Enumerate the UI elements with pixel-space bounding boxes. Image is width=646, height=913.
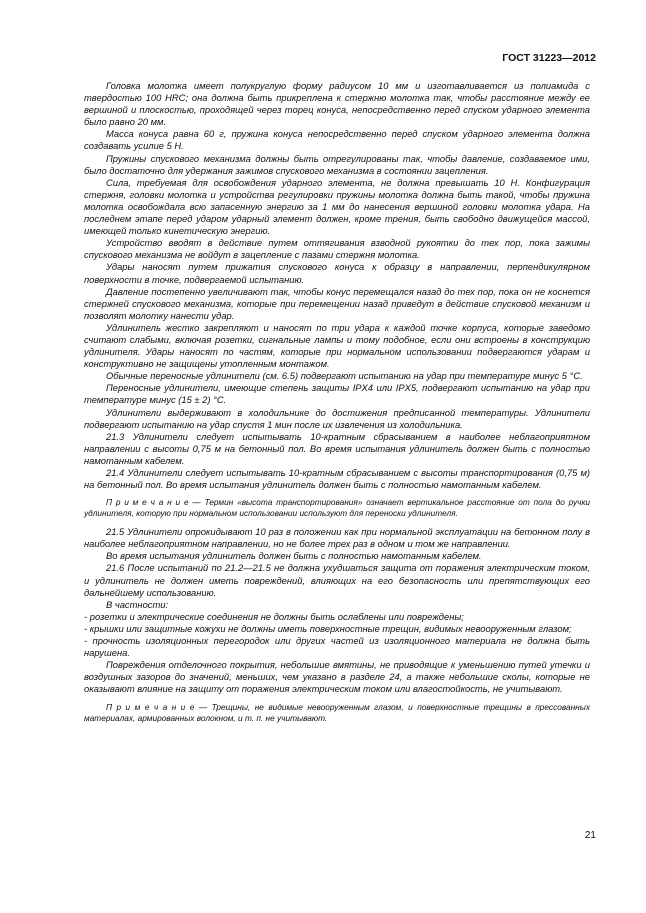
paragraph: 21.3 Удлинители следует испытывать 10-кратным сбрасыванием в наиболее неблагоприятном направлении с высоты 0,75 м на бетонный пол. Во время испытания удлинитель должен быть с полностью намотанным кабелем. bbox=[84, 430, 590, 466]
paragraph: Удлинители выдерживают в холодильнике до достижения предписанной температуры. Удлинители подвергают испытанию на удар спустя 1 мин после их извлечения из холодильника. bbox=[84, 406, 590, 430]
page-body bbox=[84, 80, 590, 731]
paragraph: Обычные переносные удлинители (см. 6.5) подвергают испытанию на удар при температуре минус 5 °С. bbox=[106, 370, 583, 382]
paragraph: В частности: bbox=[106, 598, 169, 610]
paragraph: Удары наносят путем прижатия спускового конуса к образцу в направлении, перпендикулярном поверхности в точке, подвергаемой испытанию. bbox=[84, 261, 590, 285]
page-number: 21 bbox=[584, 830, 596, 841]
paragraph: Во время испытания удлинитель должен быть с полностью намотанным кабелем. bbox=[106, 550, 482, 562]
note-label: П р и м е ч а н и е bbox=[106, 701, 195, 712]
paragraph: Удлинитель жестко закрепляют и наносят по три удара к каждой точке корпуса, которые заведомо считают слабыми, включая розетки, сигнальные лампы и тому подобное, если они встроены в конструкцию удлинителя. Удары наносят по частям, которые при нормальном использовании подвергаются ударам и конструктивно не защищены утопленным монтажом. bbox=[84, 321, 590, 370]
paragraph: Переносные удлинители, имеющие степень защиты IPX4 или IPX5, подвергают испытанию на удар при температуре минус (15 ± 2) °С. bbox=[84, 382, 590, 406]
paragraph: Головка молотка имеет полукруглую форму радиусом 10 мм и изготавливается из полиамида с твердостью 100 HRC; она должна быть прикреплена к стержню молотка так, чтобы расстояние между ее вершиной и плоскостью, проходящей через торец конуса, непосредственно перед спуском ударного элемента было равно 20 мм. bbox=[84, 80, 590, 128]
paragraph: Устройство вводят в действие путем оттягивания взводной рукоятки до тех пор, пока зажимы спускового механизма не войдут в зацепление с пазами стержня молотка. bbox=[84, 237, 590, 261]
list-item: - розетки и электрические соединения не должны быть ослаблены или повреждены; bbox=[84, 610, 464, 622]
note bbox=[84, 702, 590, 724]
note-text: — Термин «высота транспортирования» означает вертикальное расстояние от пола до ручки удлинителя, которую при нормальном использовании используют для переноски удлинителя. bbox=[84, 497, 590, 519]
list-item: - прочность изоляционных перегородок или других частей из изоляционного материала не должна быть нарушена. bbox=[84, 635, 590, 659]
note-label: П р и м е ч а н и е bbox=[106, 497, 189, 508]
paragraph: 21.5 Удлинители опрокидывают 10 раз в положении как при нормальной эксплуатации на бетонном полу в наиболее неблагоприятном направлении, но не более трех раз в одном и том же направлении. bbox=[84, 526, 590, 550]
paragraph: Пружины спускового механизма должны быть отрегулированы так, чтобы давление, создаваемое ими, было достаточно для удержания зажимов спускового механизма в состоянии зацепления. bbox=[84, 152, 590, 176]
paragraph: Сила, требуемая для освобождения ударного элемента, не должна превышать 10 Н. Конфигурация стержня, головки молотка и устройства регулировки пружины молотка должна быть такой, чтобы пружина молотка освобождала всю запасенную энергию за 1 мм до нанесения вершиной головки молотка удара. На последнем этапе перед ударом ударный элемент должен, кроме трения, быть свободно движущейся массой, имеющей только кинетическую энергию. bbox=[84, 176, 590, 237]
paragraph: 21.6 После испытаний по 21.2—21.5 не должна ухудшаться защита от поражения электрическим током, и удлинитель не должен иметь повреждений, влияющих на его безопасность или препятствующих его дальнейшему использованию. bbox=[84, 562, 590, 598]
paragraph: Повреждения отделочного покрытия, небольшие вмятины, не приводящие к уменьшению путей утечки и воздушных зазоров до значений, меньших, чем указано в разделе 24, а также небольшие сколы, которые не оказывают влияние на защиту от поражения электрическим током или влагостойкость, не учитывают. bbox=[84, 659, 590, 695]
paragraph: Давление постепенно увеличивают так, чтобы конус перемещался назад до тех пор, пока он не коснется стержней спускового механизма, которые при перемещении назад приведут в действие спусковой механизм и позволят молотку нанести удар. bbox=[84, 285, 590, 321]
paragraph: Масса конуса равна 60 г, пружина конуса непосредственно перед спуском ударного элемента должна создавать усилие 5 Н. bbox=[84, 128, 590, 152]
list-item: - крышки или защитные кожухи не должны иметь поверхностные трещин, видимых невооруженным глазом; bbox=[84, 622, 572, 634]
note bbox=[84, 497, 590, 519]
paragraph: 21.4 Удлинители следует испытывать 10-кратным сбрасыванием с высоты транспортирования (0,75 м) на бетонный пол. Во время испытания удлинитель должен быть с полностью намотанным кабелем. bbox=[84, 467, 590, 491]
note-text: — Трещины, не видимые невооруженным глазом, и поверхностные трещины в прессованных материалах, армированных волокном, и т. п. не учитывают. bbox=[84, 701, 590, 723]
document-header: ГОСТ 31223—2012 bbox=[502, 52, 596, 64]
